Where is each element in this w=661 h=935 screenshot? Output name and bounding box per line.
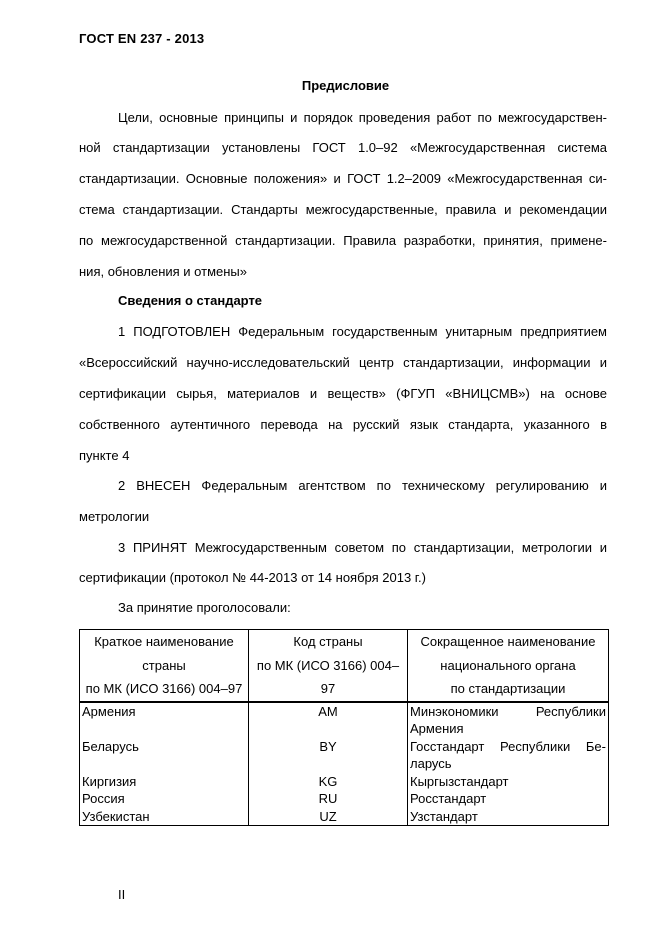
country-cell: Россия (80, 790, 249, 808)
table-row (80, 738, 609, 773)
country-code-cell: KG (249, 773, 408, 791)
item1-line: пункте 4 (79, 448, 130, 463)
column-header-code: по МК (ИСО 3166) 004– (249, 654, 408, 678)
table-header-row (80, 630, 609, 654)
intro-line: ния, обновления и отмены» (79, 264, 247, 279)
standard-info-heading: Сведения о стандарте (118, 293, 263, 308)
country-code-cell: AM (249, 702, 408, 738)
table-row (80, 773, 609, 791)
voted-label: За принятие проголосовали: (118, 600, 291, 615)
table-row (80, 702, 609, 738)
item2-line: метрологии (79, 509, 150, 524)
country-cell: Беларусь (80, 738, 249, 773)
column-header-country: страны (80, 654, 249, 678)
column-header-code: Код страны (249, 630, 408, 654)
country-cell: Армения (80, 702, 249, 738)
document-code-header: ГОСТ EN 237 - 2013 (79, 31, 205, 46)
intro-line: Цели, основные принципы и порядок проведения работ по межгосударствен- (118, 110, 607, 125)
national-body-cell: Госстандарт Республики Бе-ларусь (408, 738, 609, 773)
national-body-cell: Узстандарт (408, 808, 609, 826)
column-header-code: 97 (249, 677, 408, 702)
national-body-cell: Росстандарт (408, 790, 609, 808)
table-row (80, 808, 609, 826)
page-number: II (118, 887, 126, 902)
item3-line: сертификации (протокол № 44-2013 от 14 ноября 2013 г.) (79, 570, 426, 585)
column-header-org: национального органа (408, 654, 609, 678)
column-header-country: по МК (ИСО 3166) 004–97 (80, 677, 249, 702)
country-cell: Киргизия (80, 773, 249, 791)
national-body-cell: Минэкономики Республики Армения (408, 702, 609, 738)
page-title: Предисловие (301, 78, 390, 93)
column-header-org: Сокращенное наименование (408, 630, 609, 654)
intro-line: стандартизации. Основные положения» и ГОСТ 1.2–2009 «Межгосударственная си- (79, 171, 607, 186)
item1-line: 1 ПОДГОТОВЛЕН Федеральным государственным унитарным предприятием (118, 324, 607, 339)
country-code-cell: UZ (249, 808, 408, 826)
item2-line: 2 ВНЕСЕН Федеральным агентством по техническому регулированию и (118, 478, 607, 493)
item3-line: 3 ПРИНЯТ Межгосударственным советом по стандартизации, метрологии и (118, 540, 607, 555)
country-code-cell: RU (249, 790, 408, 808)
intro-line: стема стандартизации. Стандарты межгосударственные, правила и рекомендации (79, 202, 607, 217)
national-body-cell: Кыргызстандарт (408, 773, 609, 791)
item1-line: собственного аутентичного перевода на русский язык стандарта, указанного в (79, 417, 607, 432)
item1-line: сертификации сырья, материалов и веществ» (ФГУП «ВНИЦСМВ») на основе (79, 386, 607, 401)
item1-line: «Всероссийский научно-исследовательский центр стандартизации, информации и (79, 355, 607, 370)
country-cell: Узбекистан (80, 808, 249, 826)
table-header-row (80, 677, 609, 702)
voting-countries-table (79, 629, 609, 826)
table-header-row (80, 654, 609, 678)
intro-line: ной стандартизации установлены ГОСТ 1.0–92 «Межгосударственная система (79, 140, 607, 155)
column-header-org: по стандартизации (408, 677, 609, 702)
table-row (80, 790, 609, 808)
intro-line: по межгосударственной стандартизации. Правила разработки, принятия, примене- (79, 233, 607, 248)
country-code-cell: BY (249, 738, 408, 773)
column-header-country: Краткое наименование (80, 630, 249, 654)
